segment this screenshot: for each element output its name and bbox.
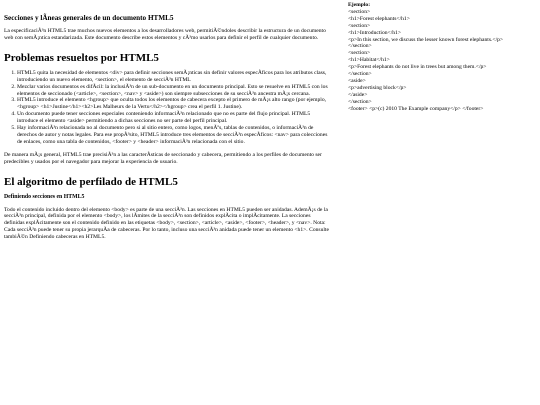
code-line: <p>Forest elephants do not live in trees but among them.</p> xyxy=(348,64,487,71)
example-title: Ejemplo: xyxy=(348,2,371,8)
problems-heading: Problemas resueltos por HTML5 xyxy=(4,51,159,64)
list-item: 3. HTML5 introduce el elemento <hgroup> que oculta todos los elementos de cabecera excepto el primero de mÃ¡s alto rango (por ejemplo, <hgroup> <h1>Justine</h1><h2>Les Malheurs de la Vertu</h2></hgroup> crea el perfil 1. Justine). xyxy=(17,97,332,111)
example-sidebar xyxy=(348,2,538,113)
code-line: <section> xyxy=(348,8,371,15)
code-line: <h1>Habitat</h1> xyxy=(348,57,390,64)
algorithm-heading: El algoritmo de perfilado de HTML5 xyxy=(4,175,178,188)
code-line: <aside> xyxy=(348,77,366,84)
code-line: </section> xyxy=(348,71,372,78)
code-line: <footer> <p>(c) 2010 The Example company</p> </footer> xyxy=(348,105,484,112)
summary-paragraph: De manera mÃ¡s general, HTML5 trae precisiÃ³n a las caracterÃsticas de seccionado y cabecera, permitiendo a los perfiles de documento ser predecibles y usados por el navegador para mejorar la experiencia de usuario. xyxy=(4,151,322,165)
code-line: <section> xyxy=(348,22,371,29)
code-line: </aside> xyxy=(348,91,368,98)
code-line: <p>In this section, we discuss the lesser known forest elephants.</p> xyxy=(348,36,504,43)
intro-paragraph: La especificaciÃ³n HTML5 trae muchos nuevos elementos a los desarrolladores web, permitiÃ©ndoles describir la estructura de un documento web con semÃ¡ntica estandarizada. Este documento describe estos elementos y cÃ³mo usarlos para definir el perfil de cualquier documento. xyxy=(4,28,326,41)
code-line: <section> xyxy=(348,50,371,57)
code-line: </section> xyxy=(348,98,372,105)
code-line: <h1>Forest elephants</h1> xyxy=(348,15,410,22)
list-item: 4. Un documento puede tener secciones especiales conteniendo informaciÃ³n relacionado que no es parte del flujo principal. HTML5 introduce el elemento <aside> permitiendo a dichas secciones no ser parte del perfil principal. xyxy=(17,111,332,125)
list-item: 5. Hay informaciÃ³n relacionada no al documento pero si al sitio entero, como logos, menÃºs, tablas de contenidos, o informaciÃ³n de derechos de autor y notas legales. Para ese propÃ³sito, HTML5 introduce tres elementos de secciÃ³n especÃficos: <nav> para colecciones de enlaces, como una tabla de contenidos, <footer> y <header> informaciÃ³n relacionada con el sitio. xyxy=(17,125,332,146)
document-title: Secciones y lÃneas generales de un documento HTML5 xyxy=(4,14,174,22)
list-item: 2. Mezclar varios documentos es difÃcil: la inclusiÃ³n de un sub-documento en un documento principal. Esto se resuelve en HTML5 con los elementos de seccionado (<article>, <section>, <nav> y <aside>) son siempre subsecciones de su secciÃ³n ancestra mÃ¡s cercana. xyxy=(17,84,332,98)
code-line: <p>advertising block</p> xyxy=(348,84,407,91)
code-line: </section> xyxy=(348,43,372,50)
list-item: 1. HTML5 quita la necesidad de elementos <div> para definir secciones semÃ¡nticas sin definir valores especÃficos para los atributos class, introduciendo un nuevo elemento, <section>, el elemento de secciÃ³n HTML xyxy=(17,70,332,84)
defining-sections-heading: Definiendo secciones en HTML5 xyxy=(4,193,85,200)
code-line: <h1>Introduction</h1> xyxy=(348,29,402,36)
problems-list xyxy=(4,70,332,146)
defining-sections-paragraph: Todo el contenido incluido dentro del elemento <body> es parte de una secciÃ³n. Las secciones en HTML5 pueden ser anidadas. AdemÃ¡s de la secciÃ³n principal, definida por el elemento <body>, los lÃmites de la secciÃ³n son definidos explÃcita o implÃcitamente. La secciones definidas explÃcitamente son el contenido definido en las etiquetas <body>, <section>, <article>, <aside>, <footer>, <header>, y <nav>. Nota: Cada secciÃ³n puede tener su propia jerarquÃa de cabeceras. Por lo tanto, incluso una secciÃ³n anidada puede tener un elemento <h1>. Consulte tambiÃ©n Definiendo cabeceras en HTML5. xyxy=(4,206,329,241)
main-column xyxy=(4,8,332,247)
